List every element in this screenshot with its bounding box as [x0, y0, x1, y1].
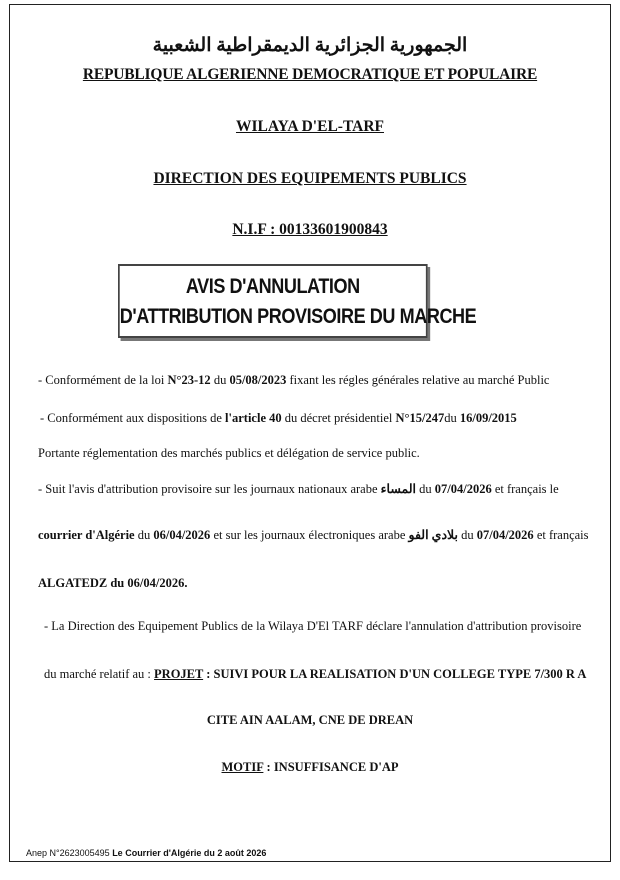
text: et français — [533, 528, 589, 542]
arabic-republic-title: الجمهورية الجزائرية الديمقراطية الشعبية — [152, 35, 468, 56]
law-number: N°23-12 — [167, 373, 211, 387]
text: et français le — [491, 482, 559, 496]
text: - Conformément de la loi — [38, 373, 168, 387]
paragraph-project — [44, 667, 586, 682]
text: fixant les régles générales relative au marché Public — [286, 373, 550, 387]
republic-title: REPUBLIQUE ALGERIENNE DEMOCRATIQUE ET POPULAIRE — [82, 66, 538, 83]
paragraph-publication-2 — [38, 527, 589, 543]
motif-value: : INSUFFISANCE D'AP — [263, 760, 399, 774]
wilaya-title: WILAYA D'EL-TARF — [235, 118, 384, 135]
text: et sur les journaux électroniques arabe — [210, 528, 409, 542]
text: - Suit l'avis d'attribution provisoire sur les journaux nationaux arabe — [38, 482, 381, 496]
project-location: CITE AIN AALAM, CNE DE DREAN — [206, 713, 414, 727]
anep-number: Anep N°2623005495 — [26, 848, 113, 858]
paragraph-publication-1 — [38, 481, 559, 497]
text: du — [457, 528, 477, 542]
publication-date: 06/04/2026 — [153, 528, 211, 542]
project-label: PROJET — [154, 667, 204, 681]
law-date: 05/08/2023 — [229, 373, 287, 387]
text: du — [210, 373, 230, 387]
arabic-online-journal-name: بلادي الفو — [408, 528, 458, 542]
direction-title: DIRECTION DES EQUIPEMENTS PUBLICS — [153, 170, 467, 187]
project-description: : SUIVI POUR LA REALISATION D'UN COLLEGE TYPE 7/300 R A — [203, 667, 587, 681]
publication-date: 07/04/2026 — [434, 482, 492, 496]
footer-reference — [26, 848, 266, 858]
paragraph-decree — [40, 411, 517, 426]
paragraph-declaration: - La Direction des Equipement Publics de la Wilaya D'El TARF déclare l'annulation d'attribution provisoire — [44, 619, 582, 633]
text: du — [444, 411, 460, 425]
notice-title-line-1: AVIS D'ANNULATION — [185, 275, 360, 298]
text: du décret présidentiel — [281, 411, 396, 425]
nif-number: N.I.F : 00133601900843 — [232, 221, 388, 238]
decree-date: 16/09/2015 — [459, 411, 517, 425]
text: du — [416, 482, 435, 496]
decree-number: N°15/247 — [395, 411, 445, 425]
text: du marché relatif au : — [44, 667, 155, 681]
motif-label: MOTIF — [221, 760, 264, 774]
text: - Conformément aux dispositions de — [40, 411, 226, 425]
french-newspaper-name: courrier d'Algérie — [38, 528, 135, 542]
motif-line — [0, 760, 620, 775]
article-number: l'article 40 — [225, 411, 282, 425]
publication-date: 07/04/2026 — [476, 528, 534, 542]
paragraph-regulation: Portante réglementation des marchés publics et délégation de service public. — [38, 446, 420, 460]
text: du — [134, 528, 154, 542]
notice-title-line-2: D'ATTRIBUTION PROVISOIRE DU MARCHE — [119, 305, 477, 328]
paragraph-law — [38, 373, 549, 388]
paragraph-algatedz: ALGATEDZ du 06/04/2026. — [38, 576, 188, 590]
arabic-newspaper-name: المساء — [380, 482, 416, 496]
journal-reference: Le Courrier d'Algérie du 2 août 2026 — [112, 848, 267, 858]
notice-title-box — [118, 264, 477, 338]
